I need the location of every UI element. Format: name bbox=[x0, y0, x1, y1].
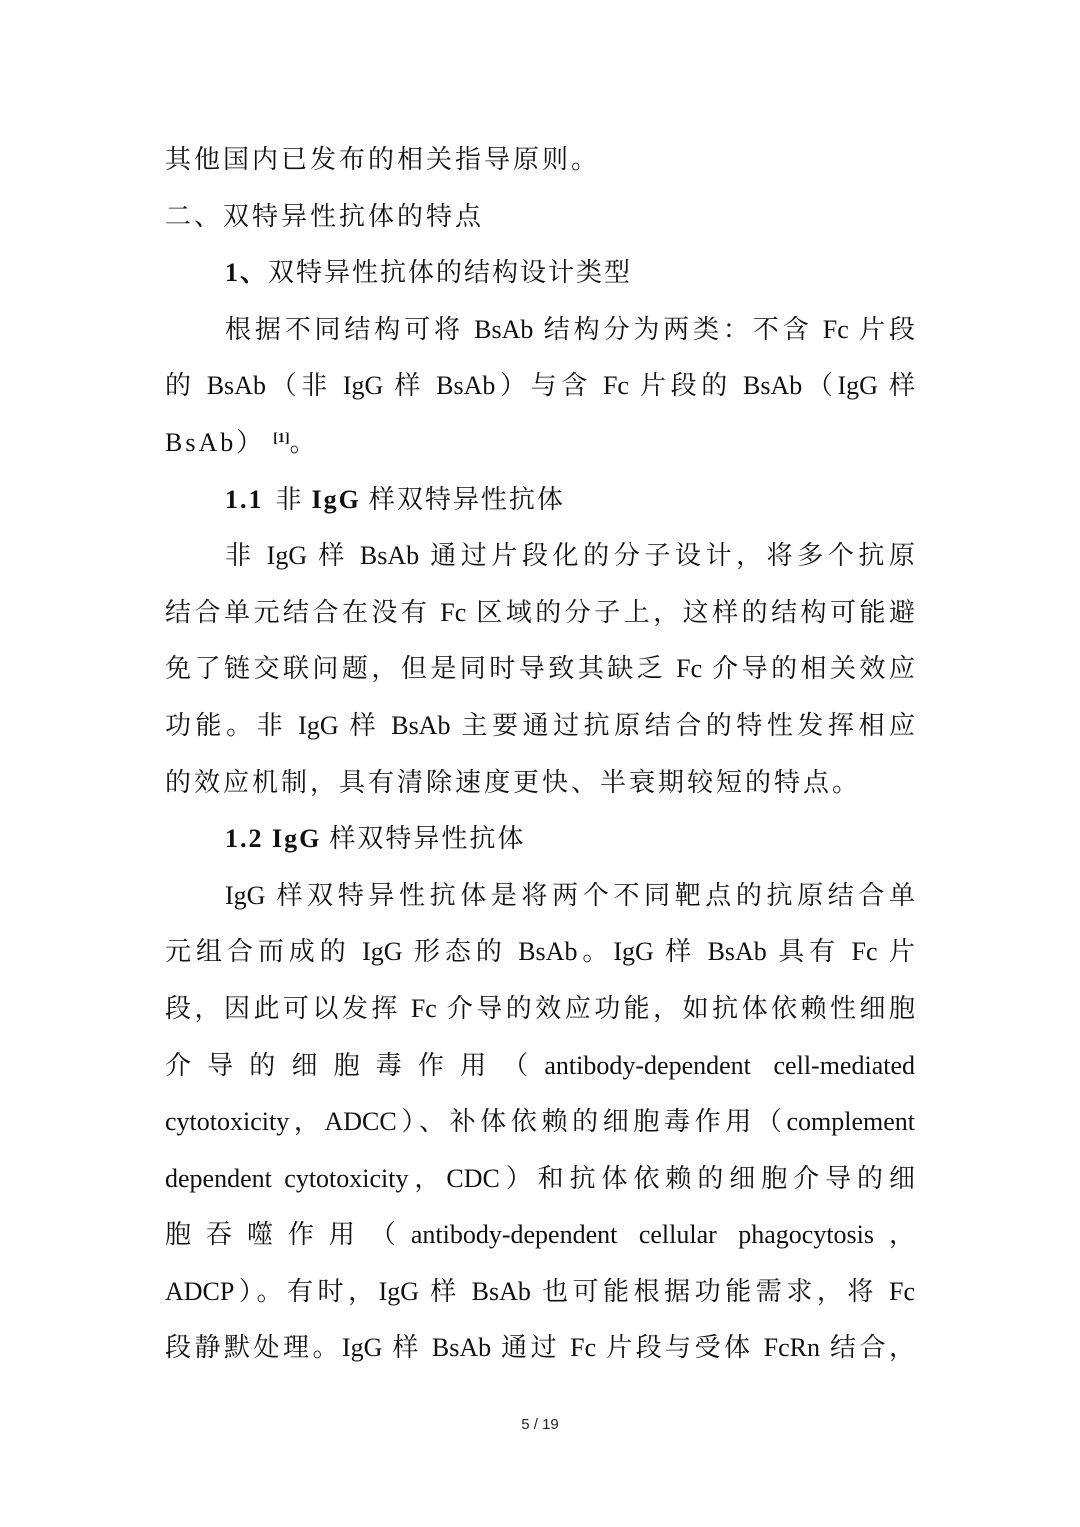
page-number: 5 / 19 bbox=[521, 1416, 559, 1433]
paragraph-line: 胞吞噬作用（antibody-dependent cellular phagocytosis， bbox=[165, 1220, 915, 1250]
heading-number: 1.1 bbox=[225, 484, 264, 514]
paragraph-line: IgG 样双特异性抗体是将两个不同靶点的抗原结合单 bbox=[225, 880, 915, 910]
paragraph-line: 段，因此可以发挥 Fc 介导的效应功能，如抗体依赖性细胞 bbox=[165, 993, 915, 1023]
paragraph-line: 介导的细胞毒作用（antibody-dependent cell-mediated bbox=[165, 1050, 915, 1080]
paragraph-line: 段静默处理。IgG 样 BsAb 通过 Fc 片段与受体 FcRn 结合， bbox=[165, 1333, 915, 1363]
paragraph-line: 非 IgG 样 BsAb 通过片段化的分子设计，将多个抗原 bbox=[225, 541, 915, 571]
heading-text: 非 bbox=[275, 484, 304, 514]
paragraph-text: BsAb） bbox=[165, 427, 266, 457]
paragraph-line: 结合单元结合在没有 Fc 区域的分子上，这样的结构可能避 bbox=[165, 597, 915, 627]
heading-title: 双特异性抗体的结构设计类型 bbox=[268, 258, 633, 288]
heading-number: 1.2 IgG bbox=[225, 824, 322, 854]
paragraph-line bbox=[165, 415, 915, 472]
heading-title: 样双特异性抗体 bbox=[329, 824, 526, 854]
paragraph-line: dependent cytotoxicity，CDC）和抗体依赖的细胞介导的细 bbox=[165, 1163, 915, 1193]
paragraph-line: cytotoxicity，ADCC）、补体依赖的细胞毒作用（complement bbox=[165, 1107, 915, 1137]
paragraph-line: 功能。非 IgG 样 BsAb 主要通过抗原结合的特性发挥相应 bbox=[165, 710, 915, 740]
paragraph-line: 的效应机制，具有清除速度更快、半衰期较短的特点。 bbox=[165, 767, 862, 797]
paragraph-line: ADCP）。有时，IgG 样 BsAb 也可能根据功能需求，将 Fc bbox=[165, 1276, 915, 1306]
paragraph-line: 元组合而成的 IgG 形态的 BsAb。IgG 样 BsAb 具有 Fc 片 bbox=[165, 937, 915, 967]
subsection-heading-1-2 bbox=[165, 811, 915, 868]
subsection-heading-1 bbox=[165, 245, 915, 302]
paragraph-line: 根据不同结构可将 BsAb 结构分为两类：不含 Fc 片段 bbox=[225, 314, 915, 344]
heading-number: 1、 bbox=[225, 258, 269, 288]
heading-title: 样双特异性抗体 bbox=[368, 484, 565, 514]
paragraph-line: 的 BsAb（非 IgG 样 BsAb）与含 Fc 片段的 BsAb（IgG 样 bbox=[165, 371, 915, 401]
paragraph-line: 免了链交联问题，但是同时导致其缺乏 Fc 介导的相关效应 bbox=[165, 654, 915, 684]
subsection-heading-1-1 bbox=[165, 472, 915, 529]
heading-term: IgG bbox=[311, 484, 361, 514]
citation-reference: [1] bbox=[273, 430, 290, 446]
document-body bbox=[165, 132, 915, 1377]
paragraph-line: 其他国内已发布的相关指导原则。 bbox=[165, 145, 601, 174]
paragraph-text: 。 bbox=[289, 427, 319, 457]
section-title: 二、双特异性抗体的特点 bbox=[165, 201, 485, 231]
